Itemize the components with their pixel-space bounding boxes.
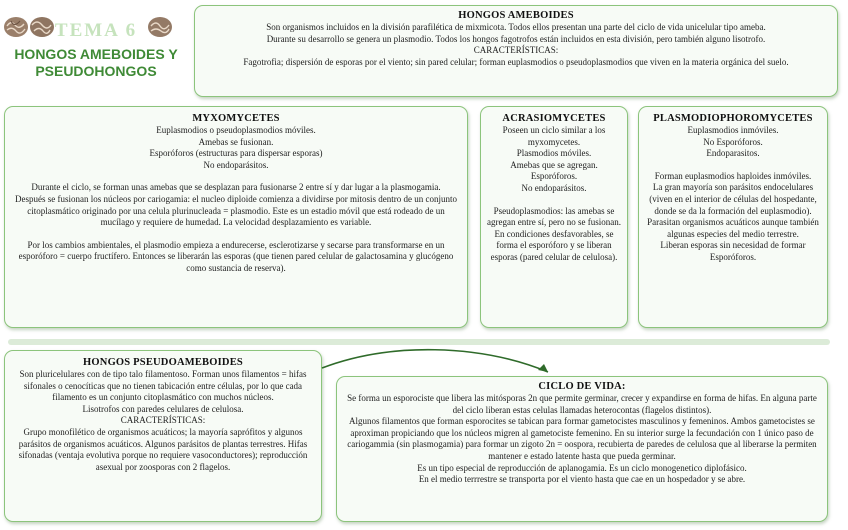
paragraph: Son pluricelulares con de tipo talo filamentoso. Forman unos filamentos = hifas sifonales o cenocíticas que no tienen tabicación entre células, por lo que cada filamento es un conjunto citoplasmático con muchos núcleos. (19, 369, 307, 403)
paragraph: Euplasmodios inmóviles. (687, 125, 779, 135)
box-title: ACRASIOMYCETES (502, 113, 606, 124)
paragraph: Durante el ciclo, se forman unas amebas que se desplazan para fusionarse 2 entre sí y dar lugar a la plasmogamia. (31, 182, 441, 193)
plasmodiophoromycetes-box (638, 106, 828, 328)
box-title: PLASMODIOPHOROMYCETES (653, 113, 813, 124)
paragraph: Parasitan organismos acuáticos aunque también algunas especies del medio terrestre. (647, 217, 819, 239)
hongos-ameboides-box (194, 5, 838, 97)
paragraph: Algunos filamentos que forman esporocites se tabican para formar gametocistes masculinos y femeninos. Ambos gametocistes se aproximan propiciando que los núcleos migren al gametociste femenino. En su interior surge la fecundación con 1 único paso de cariogammia (sin plasmogamia) para formar un zigoto 2n = oospora, recubierta de paredes de celulosa que al liberarse la permiten mantener e estado latente hasta que pueda germinar. (347, 416, 817, 461)
paragraph: No endoparásitos. (203, 159, 269, 170)
ciclo-de-vida-box (336, 376, 828, 522)
hongos-pseudoameboides-box (4, 350, 322, 522)
paragraph: Lisotrofos con paredes celulares de celulosa. (82, 403, 244, 414)
paragraph: No endoparásitos. (521, 182, 587, 193)
paragraph: Liberan esporas sin necesidad de formar Esporóforos. (660, 240, 806, 262)
paragraph: Forman euplasmodios haploides inmóviles. (654, 170, 812, 181)
paragraph: Es un tipo especial de reproducción de aplanogamia. Es un ciclo monogenetico diplofásico. (417, 462, 747, 473)
paragraph: CARACTERÍSTICAS: (473, 45, 559, 56)
paragraph: Endoparasitos. (706, 148, 760, 159)
paragraph: Esporóforos (estructuras para dispersar esporas) (149, 148, 323, 159)
tema-label: TEMA 6 (54, 20, 138, 41)
box-title: HONGOS PSEUDOAMEBOIDES (83, 357, 243, 368)
paragraph: Después se fusionan los núcleos por cariogamia: el nucleo diploide comienza a dividirse por mitosis dentro de un conjunto citoplasmático originado por una celula plurinucleada = plasmodio. Este es un estadio móvil que está rodeado de un mucílago y requiere de humedad. La velocidad desplazamiento es variable. (15, 193, 457, 228)
paragraph: Euplasmodios o pseudoplasmodios móviles. (156, 125, 316, 135)
title-area (0, 8, 192, 86)
paragraph: Amebas que se agregan. (510, 159, 598, 170)
paragraph: No Esporóforos. (703, 136, 763, 147)
paragraph: En el medio terrrestre se transporta por el viento hasta que cae en un hospedador y se abre. (418, 474, 746, 485)
paragraph: Se forma un esporociste que libera las mitósporas 2n que permite germinar, crecer y expandirse en forma de hifas. En alguna parte del ciclo liberan estas celulas llamadas heterocontas (flagelos distintos). (347, 393, 817, 415)
page-title: HONGOS AMEBOIDES Y PSEUDOHONGOS (14, 46, 178, 79)
section-divider (8, 339, 830, 345)
paragraph: Fagotrofia; dispersión de esporas por el viento; sin pared celular; forman euplasmodios o pseudoplasmodios que viven en la materia orgánica del suelo. (243, 56, 789, 67)
box-title: CICLO DE VIDA: (538, 381, 626, 392)
brain-icon (2, 14, 30, 40)
paragraph: Son organismos incluidos en la división parafilética de mixmicota. Todos ellos presentan una parte del ciclo de vida unicelular tipo ameba. (266, 22, 766, 32)
paragraph: CARACTERÍSTICAS: (120, 415, 206, 426)
box-title: MYXOMYCETES (192, 113, 280, 124)
paragraph: Amebas se fusionan. (198, 136, 274, 147)
brain-icon (146, 14, 174, 40)
paragraph: Esporóforos. (530, 171, 578, 182)
paragraph: Pseudoplasmodios: las amebas se agregan entre sí, pero no se fusionan. (487, 205, 621, 228)
box-title: HONGOS AMEBOIDES (458, 10, 574, 21)
paragraph: Plasmodios móviles. (516, 148, 592, 159)
acrasiomycetes-box (480, 106, 628, 328)
paragraph: Por los cambios ambientales, el plasmodio empieza a endurecerse, esclerotizarse y secarse para transformarse en un esporóforo = cuerpo fructífero. Entonces se liberarán las esporas (que tienen pared celular de galactosamina y glucógeno como sustancia de reserva). (18, 239, 454, 273)
myxomycetes-box (4, 106, 468, 328)
paragraph: Durante su desarrollo se genera un plasmodio. Todos los hongos fagotrofos están incluidos en esta división, pero también alguno lisotrofo. (266, 33, 766, 44)
paragraph: En condiciones desfavorables, se forma el esporóforo y se liberan esporas (pared celular de celulosa). (490, 228, 618, 262)
paragraph: Poseen un ciclo similar a los myxomycetes. (502, 125, 606, 147)
paragraph: La gran mayoría son parásitos endocelulares (viven en el interior de células del hospedante, donde se da la formación del euplasmodio). (649, 182, 817, 216)
paragraph: Grupo monofilético de organismos acuáticos; la mayoría saprófitos y algunos parásitos de organismos acuáticos. Algunos parásitos de plantas terrestres. Hifas sifonadas (ventaja evolutiva porque no requiere vasoconductores); reproducción asexual por zoosporas con 2 flagelos. (18, 426, 308, 472)
